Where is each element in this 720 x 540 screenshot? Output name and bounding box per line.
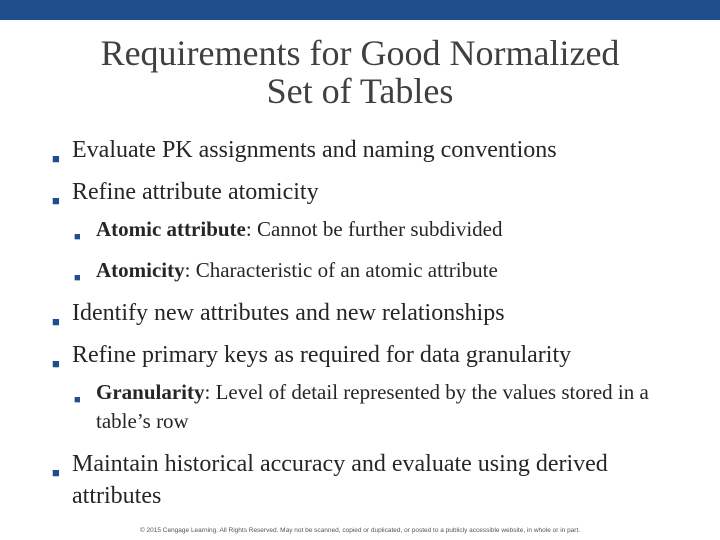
square-bullet-icon: ■ [52,314,60,329]
bullet-term: Atomic attribute [96,217,246,241]
sub-bullet-granularity [74,378,702,436]
square-bullet-icon: ■ [52,465,60,480]
bullet-definition: : Characteristic of an atomic attribute [184,258,498,282]
bullet-text: Evaluate PK assignments and naming conventions [72,137,557,163]
bullet-definition: : Cannot be further subdivided [245,217,503,241]
bullet-attribute-atomicity [52,176,702,208]
bullet-term: Granularity [96,380,205,404]
square-bullet-icon: ■ [74,231,81,243]
bullet-term: Atomicity [96,258,185,282]
square-bullet-icon: ■ [52,151,60,166]
bullet-refine-primary-keys [52,339,702,371]
bullet-new-attributes [52,297,702,329]
sub-bullet-atomic-attribute [74,215,702,244]
square-bullet-icon: ■ [52,193,60,208]
bullet-text: Identify new attributes and new relationships [72,300,505,326]
bullet-historical-accuracy [52,448,702,512]
slide-title-line-2: Set of Tables [266,71,454,111]
square-bullet-icon: ■ [52,356,60,371]
bullet-list [52,134,702,522]
square-bullet-icon: ■ [74,394,81,406]
square-bullet-icon: ■ [74,272,81,284]
sub-bullet-atomicity [74,256,702,285]
copyright-footer: © 2015 Cengage Learning. All Rights Reserved. May not be scanned, copied or duplicated, or posted to a publicly accessible website, in whole or in part. [139,527,581,534]
bullet-text: Maintain historical accuracy and evaluate using derived attributes [72,451,608,509]
bullet-pk-assignments [52,134,702,166]
slide-title-line-1: Requirements for Good Normalized [100,33,620,73]
bullet-text: Refine primary keys as required for data granularity [72,342,572,368]
bullet-definition: : Level of detail represented by the values stored in a table’s row [96,380,649,433]
slide-title [0,34,720,110]
bullet-text: Refine attribute atomicity [72,179,319,205]
top-accent-bar [0,0,720,20]
